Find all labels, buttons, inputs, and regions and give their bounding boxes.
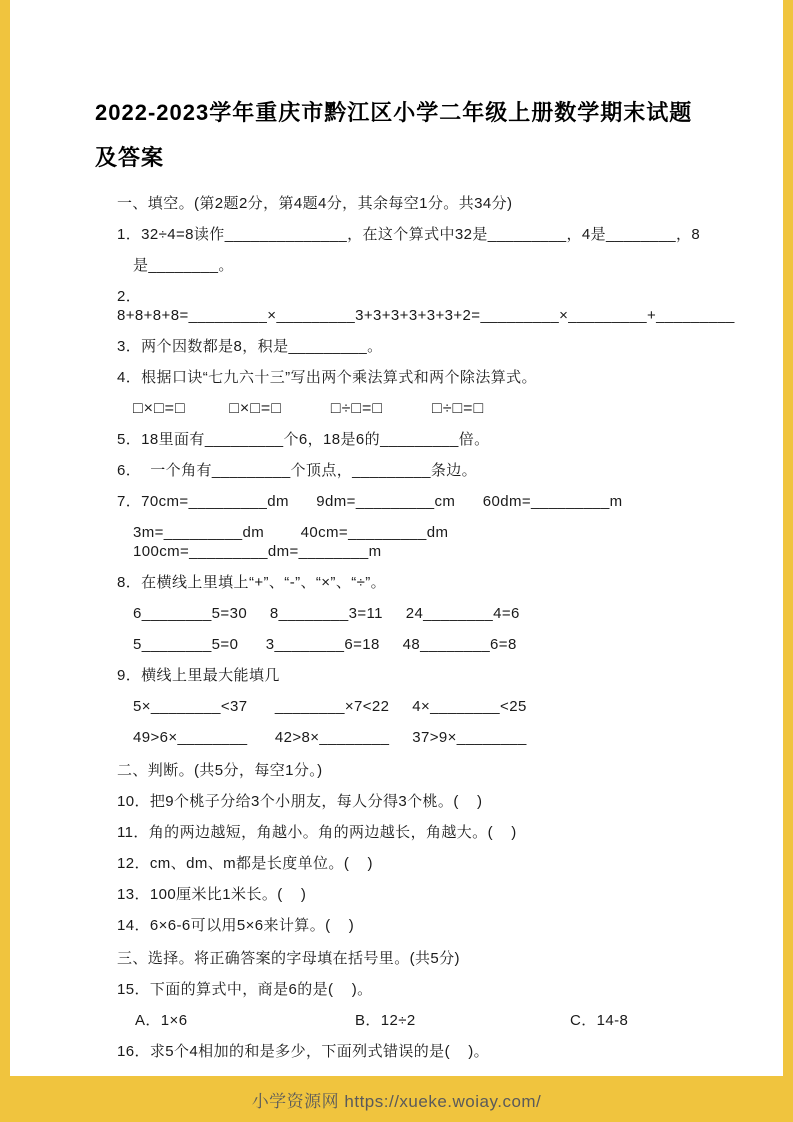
question-9-row-1: 5×________<37 ________×7<22 4×________<25 xyxy=(133,698,527,715)
question-1-line-1: 1．32÷4=8读作______________，在这个算式中32是_________，4是________，8 xyxy=(117,226,701,243)
question-7-line-1: 7．70cm=_________dm 9dm=_________cm 60dm=_________m xyxy=(117,493,623,510)
page-title xyxy=(95,90,708,180)
question-8-row-1: 6________5=30 8________3=11 24________4=6 xyxy=(133,605,520,622)
question-13: 13．100厘米比1米长。( ) xyxy=(117,886,307,903)
question-11: 11．角的两边越短，角越小。角的两边越长，角越大。( ) xyxy=(117,824,517,841)
question-15: 15．下面的算式中，商是6的是( )。 xyxy=(117,981,373,998)
section-2-heading: 二、判断。(共5分，每空1分。) xyxy=(117,762,323,779)
section-1-heading: 一、填空。(第2题2分，第4题4分，其余每空1分。共34分) xyxy=(117,195,513,212)
title-line-2: 及答案 xyxy=(95,145,165,170)
right-border-strip xyxy=(783,0,793,1122)
question-3: 3．两个因数都是8，积是_________。 xyxy=(117,338,383,355)
question-9: 9．横线上里最大能填几 xyxy=(117,667,280,684)
footer-bar xyxy=(0,1076,793,1122)
question-9-row-2: 49>6×________ 42>8×________ 37>9×________ xyxy=(133,729,527,746)
document-content xyxy=(95,90,735,1092)
question-15-option-b: B．12÷2 xyxy=(355,1012,416,1029)
question-4-equation-boxes: □×□=□ □×□=□ □÷□=□ □÷□=□ xyxy=(133,400,485,417)
footer-watermark-text: 小学资源网 https://xueke.woiay.com/ xyxy=(251,1091,542,1111)
question-2: 2．8+8+8+8=_________×_________3+3+3+3+3+3+2=_________×_________+_________ xyxy=(117,288,735,324)
section-3-heading: 三、选择。将正确答案的字母填在括号里。(共5分) xyxy=(117,950,460,967)
question-10: 10．把9个桃子分给3个小朋友，每人分得3个桃。( ) xyxy=(117,793,483,810)
question-12: 12．cm、dm、m都是长度单位。( ) xyxy=(117,855,373,872)
question-15-option-a: A．1×6 xyxy=(135,1012,188,1029)
question-4: 4．根据口诀“七九六十三”写出两个乘法算式和两个除法算式。 xyxy=(117,369,537,386)
question-15-options xyxy=(135,1011,708,1030)
question-8-row-2: 5________5=0 3________6=18 48________6=8 xyxy=(133,636,517,653)
question-14: 14．6×6-6可以用5×6来计算。( ) xyxy=(117,917,355,934)
question-16: 16．求5个4相加的和是多少，下面列式错误的是( )。 xyxy=(117,1043,490,1060)
question-1-line-2: 是________。 xyxy=(133,257,234,274)
question-5: 5．18里面有_________个6，18是6的_________倍。 xyxy=(117,431,490,448)
left-border-strip xyxy=(0,0,10,1122)
question-15-option-c: C．14-8 xyxy=(570,1012,629,1029)
question-8: 8．在横线上里填上“+”、“-”、“×”、“÷”。 xyxy=(117,574,387,591)
title-line-1: 2022-2023学年重庆市黔江区小学二年级上册数学期末试题 xyxy=(95,100,693,125)
question-7-line-2: 3m=_________dm 40cm=_________dm 100cm=_________dm=________m xyxy=(133,524,485,560)
question-6: 6． 一个角有_________个顶点，_________条边。 xyxy=(117,462,478,479)
